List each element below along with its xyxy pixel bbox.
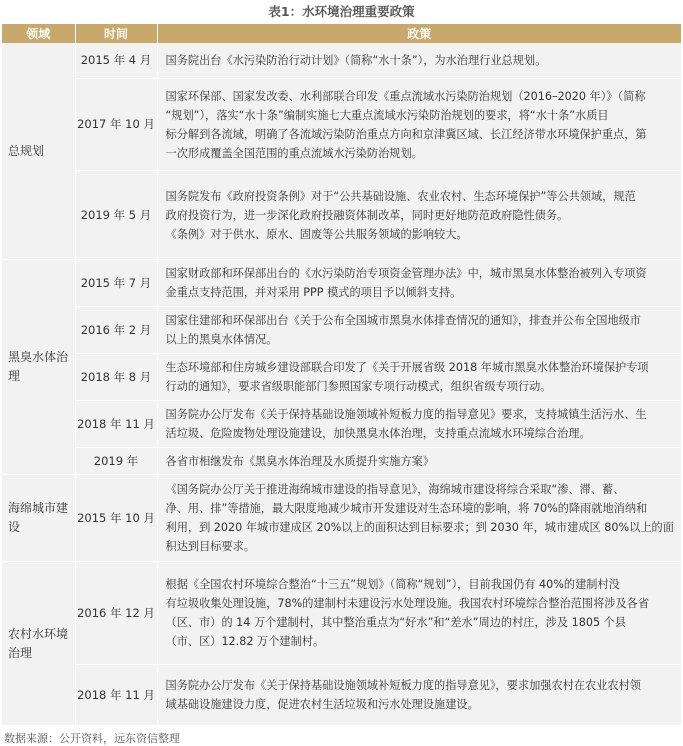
policy-line: 国务院出台《水污染防治行动计划》（简称“水十条”），为水治理行业总规划。 [165,54,547,67]
policy-line: 积达到目标要求。 [165,540,256,553]
category-cell: 海绵城市建设 [2,475,75,562]
time-cell: 2015 年 10 月 [75,475,157,562]
policy-cell [157,307,681,354]
policy-line: 国家住建部和环保部出台《关于公布全国城市黑臭水体排查情况的通知》，排查并公布全国地级市 [165,314,641,327]
policy-cell [157,260,681,307]
policy-cell [157,475,681,562]
time-cell: 2017 年 10 月 [75,79,157,171]
header-time: 时间 [75,24,157,43]
table-row [2,79,681,171]
table-row [2,448,681,475]
policy-line: 各省市相继发布《黑臭水体治理及水质提升实施方案》 [165,454,435,468]
table-row [2,260,681,307]
policy-cell [157,448,681,475]
category-cell: 农村水环境治理 [2,562,75,726]
policy-line: 一次形成覆盖全国范围的重点流域水污染防治规划。 [165,146,423,160]
policy-line: 行动的通知》，要求省级职能部门参照国家专项行动模式，组织省级专项行动。 [165,380,552,393]
policy-line: 政府投资行为，进一步深化政府投融资体制改革，同时更好地防范政府隐性债务。 [165,208,569,222]
policy-line: 国家财政部和环保部出台的《水污染防治专项资金管理办法》中，城市黑臭水体整治被列入专项资 [165,267,647,280]
category-cell: 总规划 [2,43,75,260]
policy-line: 域基础设施建设力度，促进农村生活垃圾和污水处理设施建设。 [165,698,479,711]
policy-line: 生态环境部和住房城乡建设部联合印发了《关于开展省级 2018 年城市黑臭水体整治环境保护专项 [165,361,649,374]
policy-cell [157,79,681,171]
time-cell: 2015 年 4 月 [75,43,157,79]
policy-line: 根据《全国农村环境综合整治“十三五”规划》（简称“规划”），目前我国仍有 40%的建制村没 [165,578,620,591]
policy-cell [157,401,681,448]
policy-line: 以上的黑臭水体情况。 [165,333,278,346]
policy-line: 国务院办公厅发布《关于保持基础设施领域补短板力度的指导意见》，要求加强农村在农业农村领 [165,679,641,692]
policy-cell [157,43,681,79]
time-cell: 2018 年 11 月 [75,401,157,448]
policy-line: 《国务院办公厅关于推进海绵城市建设的指导意见》，海绵城市建设将综合采取“渗、滞、蓄、 [165,483,625,496]
time-cell: 2018 年 11 月 [75,665,157,726]
header-policy: 政策 [157,24,681,43]
table-row [2,43,681,79]
time-cell: 2018 年 8 月 [75,354,157,401]
policy-line: 金重点支持范围，并对采用 PPP 模式的项目予以倾斜支持。 [165,286,462,299]
table-row [2,562,681,665]
policy-cell [157,665,681,726]
policy-line: 有垃圾收集处理设施，78%的建制村未建设污水处理设施。我国农村环境综合整治范围将涉及各省 [165,597,650,610]
policy-cell [157,171,681,260]
table-row [2,171,681,260]
time-cell: 2016 年 2 月 [75,307,157,354]
policy-line: 标分解到各流域，明确了各流域污染防治重点方向和京津冀区域、长江经济带水环境保护重点，第 [165,127,647,141]
policy-table [2,24,681,726]
table-row [2,665,681,726]
policy-line: 活垃圾、危险废物处理设施建设，加快黑臭水体治理，支持重点流域水环境综合治理。 [165,427,591,440]
header-category: 领域 [2,24,75,43]
time-cell: 2019 年 5 月 [75,171,157,260]
data-source-note: 数据来源：公开资料，远东资信整理 [4,732,180,745]
time-cell: 2016 年 12 月 [75,562,157,665]
table-row [2,307,681,354]
time-cell: 2019 年 [75,448,157,475]
table-row [2,401,681,448]
policy-cell [157,562,681,665]
category-cell: 黑臭水体治理 [2,260,75,475]
policy-line: 国家环保部、国家发改委、水利部联合印发《重点流域水污染防治规划（2016–2020 年）》（简称 [165,89,646,103]
time-cell: 2015 年 7 月 [75,260,157,307]
policy-line: （区、市）的 14 万个建制村，其中整治重点为“好水”和“差水”周边的村庄，涉及 1805 个县 [165,616,626,629]
policy-line: “规划”），落实“水十条”编制实施七大重点流域水污染防治规划的要求，将“水十条”水质目 [165,108,609,122]
policy-cell [157,354,681,401]
table-row [2,354,681,401]
header-row [2,24,681,43]
policy-line: 净、用、排”等措施，最大限度地减少城市开发建设对生态环境的影响，将 70%的降雨就地消纳和 [165,502,648,515]
policy-line: 利用，到 2020 年城市建成区 20%以上的面积达到目标要求；到 2030 年，城市建成区 80%以上的面 [165,521,674,534]
policy-line: 国务院发布《政府投资条例》对于“公共基础设施、农业农村、生态环境保护”等公共领域，规范 [165,189,636,203]
table-row [2,475,681,562]
table-title: 表1：水环境治理重要政策 [268,4,415,19]
policy-line: （市、区）12.82 万个建制村。 [165,635,325,648]
policy-line: 国务院办公厅发布《关于保持基础设施领域补短板力度的指导意见》要求，支持城镇生活污水、生 [165,408,647,421]
policy-line: 《条例》对于供水、原水、固废等公共服务领域的影响较大。 [165,227,468,241]
